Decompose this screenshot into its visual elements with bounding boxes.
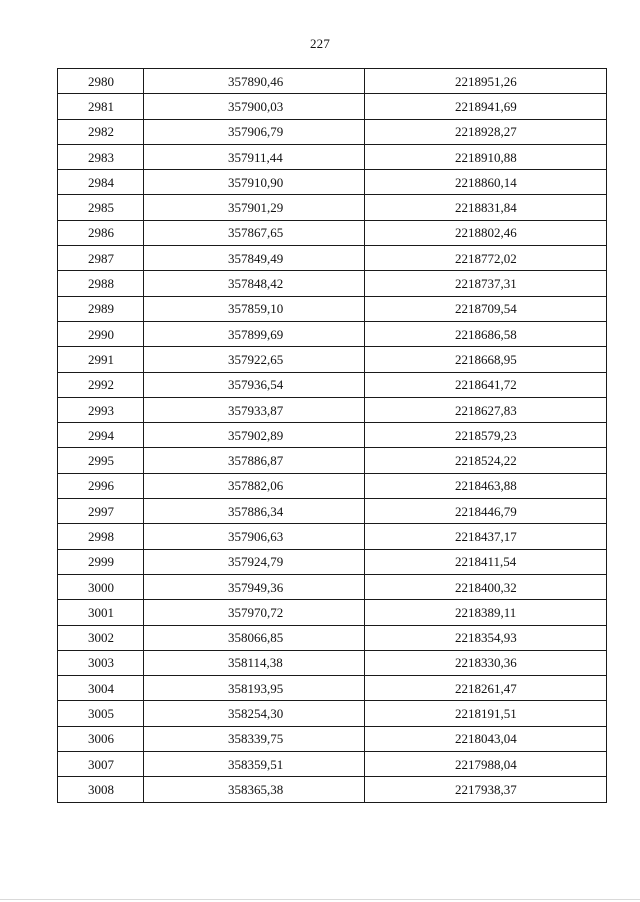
table-row xyxy=(58,650,607,675)
x-coordinate-cell: 357859,10 xyxy=(144,296,365,321)
x-coordinate-cell: 357911,44 xyxy=(144,144,365,169)
point-number-cell: 3008 xyxy=(58,777,144,802)
table-row xyxy=(58,701,607,726)
table-row xyxy=(58,574,607,599)
page-number: 227 xyxy=(309,36,331,51)
point-number-cell: 2992 xyxy=(58,372,144,397)
point-number-cell: 3003 xyxy=(58,650,144,675)
y-coordinate-cell: 2218579,23 xyxy=(365,423,607,448)
y-coordinate-cell: 2218389,11 xyxy=(365,600,607,625)
x-coordinate-cell: 357906,79 xyxy=(144,119,365,144)
y-coordinate-cell: 2218941,69 xyxy=(365,94,607,119)
table-row xyxy=(58,777,607,802)
coordinates-table xyxy=(57,68,607,803)
point-number-cell: 2987 xyxy=(58,246,144,271)
table-row xyxy=(58,448,607,473)
x-coordinate-cell: 358066,85 xyxy=(144,625,365,650)
x-coordinate-cell: 357902,89 xyxy=(144,423,365,448)
table-row xyxy=(58,676,607,701)
y-coordinate-cell: 2218261,47 xyxy=(365,676,607,701)
table-row xyxy=(58,397,607,422)
point-number-cell: 2982 xyxy=(58,119,144,144)
x-coordinate-cell: 357886,34 xyxy=(144,499,365,524)
point-number-cell: 2997 xyxy=(58,499,144,524)
point-number-cell: 2981 xyxy=(58,94,144,119)
table-row xyxy=(58,372,607,397)
table-row xyxy=(58,726,607,751)
y-coordinate-cell: 2218411,54 xyxy=(365,549,607,574)
table-row xyxy=(58,271,607,296)
table-row xyxy=(58,246,607,271)
x-coordinate-cell: 358365,38 xyxy=(144,777,365,802)
point-number-cell: 2988 xyxy=(58,271,144,296)
table-row xyxy=(58,423,607,448)
x-coordinate-cell: 358359,51 xyxy=(144,752,365,777)
table-row xyxy=(58,752,607,777)
y-coordinate-cell: 2218860,14 xyxy=(365,170,607,195)
x-coordinate-cell: 357882,06 xyxy=(144,473,365,498)
x-coordinate-cell: 357936,54 xyxy=(144,372,365,397)
x-coordinate-cell: 357899,69 xyxy=(144,321,365,346)
point-number-cell: 3000 xyxy=(58,574,144,599)
x-coordinate-cell: 358339,75 xyxy=(144,726,365,751)
y-coordinate-cell: 2218330,36 xyxy=(365,650,607,675)
point-number-cell: 2994 xyxy=(58,423,144,448)
y-coordinate-cell: 2217938,37 xyxy=(365,777,607,802)
point-number-cell: 2996 xyxy=(58,473,144,498)
table-row xyxy=(58,170,607,195)
x-coordinate-cell: 357949,36 xyxy=(144,574,365,599)
point-number-cell: 2980 xyxy=(58,69,144,94)
table-row xyxy=(58,347,607,372)
point-number-cell: 2985 xyxy=(58,195,144,220)
y-coordinate-cell: 2218951,26 xyxy=(365,69,607,94)
point-number-cell: 3005 xyxy=(58,701,144,726)
x-coordinate-cell: 357901,29 xyxy=(144,195,365,220)
table-row xyxy=(58,473,607,498)
point-number-cell: 3001 xyxy=(58,600,144,625)
y-coordinate-cell: 2218831,84 xyxy=(365,195,607,220)
x-coordinate-cell: 357906,63 xyxy=(144,524,365,549)
y-coordinate-cell: 2218524,22 xyxy=(365,448,607,473)
x-coordinate-cell: 358193,95 xyxy=(144,676,365,701)
y-coordinate-cell: 2218802,46 xyxy=(365,220,607,245)
point-number-cell: 2984 xyxy=(58,170,144,195)
y-coordinate-cell: 2218709,54 xyxy=(365,296,607,321)
x-coordinate-cell: 357933,87 xyxy=(144,397,365,422)
table-row xyxy=(58,549,607,574)
y-coordinate-cell: 2218910,88 xyxy=(365,144,607,169)
x-coordinate-cell: 357922,65 xyxy=(144,347,365,372)
x-coordinate-cell: 357910,90 xyxy=(144,170,365,195)
point-number-cell: 2991 xyxy=(58,347,144,372)
coordinates-table-body xyxy=(58,69,607,803)
y-coordinate-cell: 2218641,72 xyxy=(365,372,607,397)
point-number-cell: 2993 xyxy=(58,397,144,422)
y-coordinate-cell: 2218354,93 xyxy=(365,625,607,650)
y-coordinate-cell: 2218928,27 xyxy=(365,119,607,144)
y-coordinate-cell: 2218463,88 xyxy=(365,473,607,498)
bottom-rule xyxy=(0,899,640,900)
point-number-cell: 2986 xyxy=(58,220,144,245)
point-number-cell: 3004 xyxy=(58,676,144,701)
table-row xyxy=(58,119,607,144)
y-coordinate-cell: 2217988,04 xyxy=(365,752,607,777)
point-number-cell: 2998 xyxy=(58,524,144,549)
table-row xyxy=(58,69,607,94)
table-row xyxy=(58,600,607,625)
table-row xyxy=(58,625,607,650)
table-row xyxy=(58,144,607,169)
table-row xyxy=(58,94,607,119)
point-number-cell: 3007 xyxy=(58,752,144,777)
point-number-cell: 2999 xyxy=(58,549,144,574)
y-coordinate-cell: 2218668,95 xyxy=(365,347,607,372)
x-coordinate-cell: 357848,42 xyxy=(144,271,365,296)
x-coordinate-cell: 357900,03 xyxy=(144,94,365,119)
x-coordinate-cell: 358254,30 xyxy=(144,701,365,726)
table-row xyxy=(58,296,607,321)
x-coordinate-cell: 357886,87 xyxy=(144,448,365,473)
y-coordinate-cell: 2218043,04 xyxy=(365,726,607,751)
x-coordinate-cell: 357867,65 xyxy=(144,220,365,245)
y-coordinate-cell: 2218627,83 xyxy=(365,397,607,422)
table-row xyxy=(58,195,607,220)
point-number-cell: 3002 xyxy=(58,625,144,650)
table-row xyxy=(58,220,607,245)
point-number-cell: 2995 xyxy=(58,448,144,473)
y-coordinate-cell: 2218686,58 xyxy=(365,321,607,346)
y-coordinate-cell: 2218437,17 xyxy=(365,524,607,549)
table-row xyxy=(58,499,607,524)
point-number-cell: 2990 xyxy=(58,321,144,346)
point-number-cell: 2983 xyxy=(58,144,144,169)
point-number-cell: 2989 xyxy=(58,296,144,321)
point-number-cell: 3006 xyxy=(58,726,144,751)
y-coordinate-cell: 2218772,02 xyxy=(365,246,607,271)
y-coordinate-cell: 2218191,51 xyxy=(365,701,607,726)
x-coordinate-cell: 357924,79 xyxy=(144,549,365,574)
y-coordinate-cell: 2218737,31 xyxy=(365,271,607,296)
y-coordinate-cell: 2218446,79 xyxy=(365,499,607,524)
table-row xyxy=(58,321,607,346)
x-coordinate-cell: 357970,72 xyxy=(144,600,365,625)
x-coordinate-cell: 357890,46 xyxy=(144,69,365,94)
x-coordinate-cell: 358114,38 xyxy=(144,650,365,675)
x-coordinate-cell: 357849,49 xyxy=(144,246,365,271)
y-coordinate-cell: 2218400,32 xyxy=(365,574,607,599)
table-row xyxy=(58,524,607,549)
